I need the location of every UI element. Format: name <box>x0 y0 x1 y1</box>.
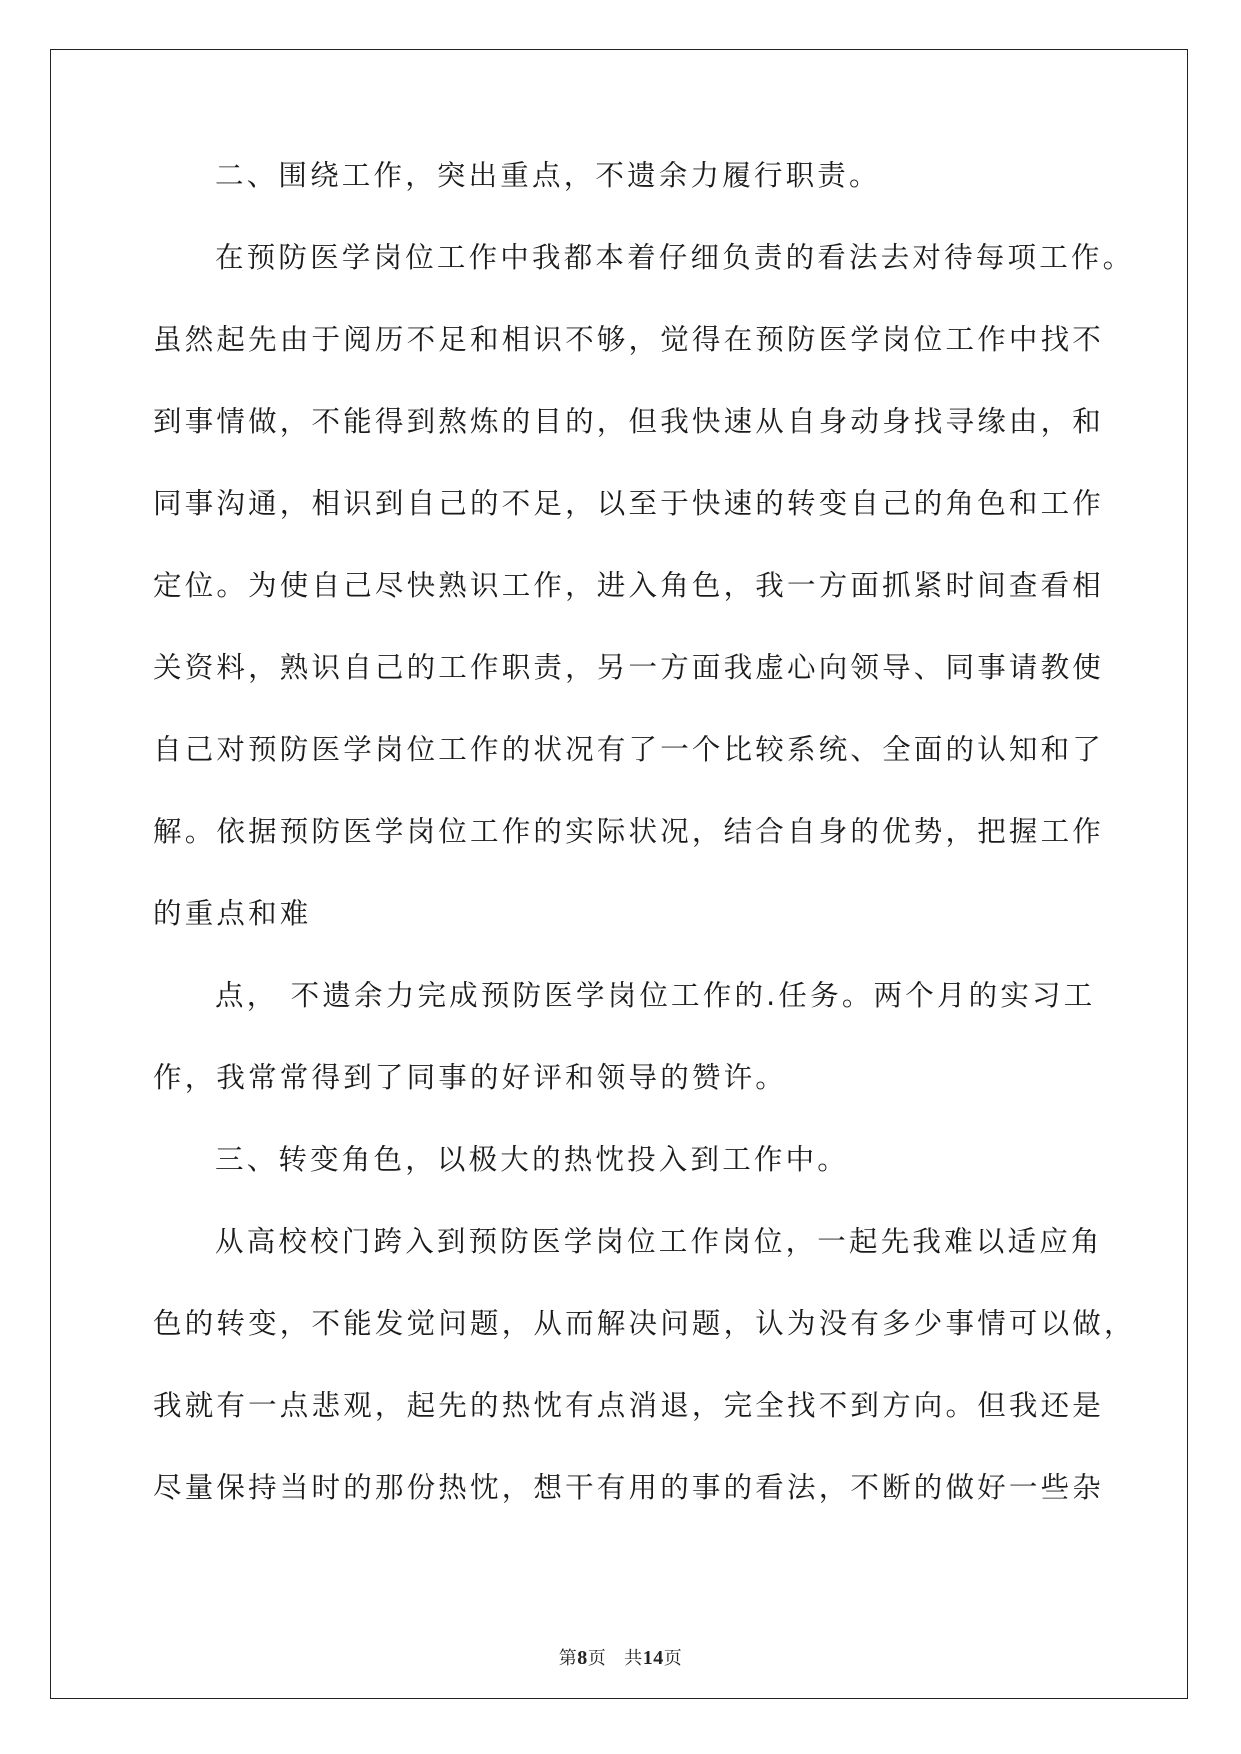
body-line: 二、围绕工作，突出重点，不遗余力履行职责。 <box>215 159 881 192</box>
body-line: 定位。为使自己尽快熟识工作，进入角色，我一方面抓紧时间查看相 <box>153 569 1105 602</box>
total-pages: 14 <box>642 1647 664 1669</box>
body-line: 同事沟通，相识到自己的不足，以至于快速的转变自己的角色和工作 <box>153 487 1105 520</box>
page-footer <box>0 1644 1241 1670</box>
total-prefix: 共 <box>624 1648 643 1669</box>
page-number: 8 <box>577 1647 588 1669</box>
body-line: 三、转变角色，以极大的热忱投入到工作中。 <box>215 1143 850 1176</box>
page-prefix: 第 <box>558 1648 578 1669</box>
body-line: 色的转变，不能发觉问题，从而解决问题，认为没有多少事情可以做， <box>153 1307 1136 1340</box>
total-suffix: 页 <box>663 1648 683 1669</box>
body-line: 点， 不遗余力完成预防医学岗位工作的.任务。两个月的实习工 <box>215 979 1096 1012</box>
body-line: 的重点和难 <box>153 897 312 930</box>
body-line: 作，我常常得到了同事的好评和领导的赞许。 <box>153 1061 788 1094</box>
body-line: 在预防医学岗位工作中我都本着仔细负责的看法去对待每项工作。 <box>215 241 1135 274</box>
body-line: 到事情做，不能得到熬炼的目的，但我快速从自身动身找寻缘由，和 <box>153 405 1105 438</box>
body-line: 自己对预防医学岗位工作的状况有了一个比较系统、全面的认知和了 <box>153 733 1105 766</box>
body-line: 虽然起先由于阅历不足和相识不够，觉得在预防医学岗位工作中找不 <box>153 323 1105 356</box>
body-line: 尽量保持当时的那份热忱，想干有用的事的看法，不断的做好一些杂 <box>153 1471 1105 1504</box>
page-suffix: 页 <box>587 1648 607 1669</box>
body-line: 关资料，熟识自己的工作职责，另一方面我虚心向领导、同事请教使 <box>153 651 1105 684</box>
document-body <box>153 158 1136 1552</box>
body-line: 从高校校门跨入到预防医学岗位工作岗位，一起先我难以适应角 <box>215 1225 1103 1258</box>
body-line: 我就有一点悲观，起先的热忱有点消退，完全找不到方向。但我还是 <box>153 1389 1105 1422</box>
body-line: 解。依据预防医学岗位工作的实际状况，结合自身的优势，把握工作 <box>153 815 1105 848</box>
